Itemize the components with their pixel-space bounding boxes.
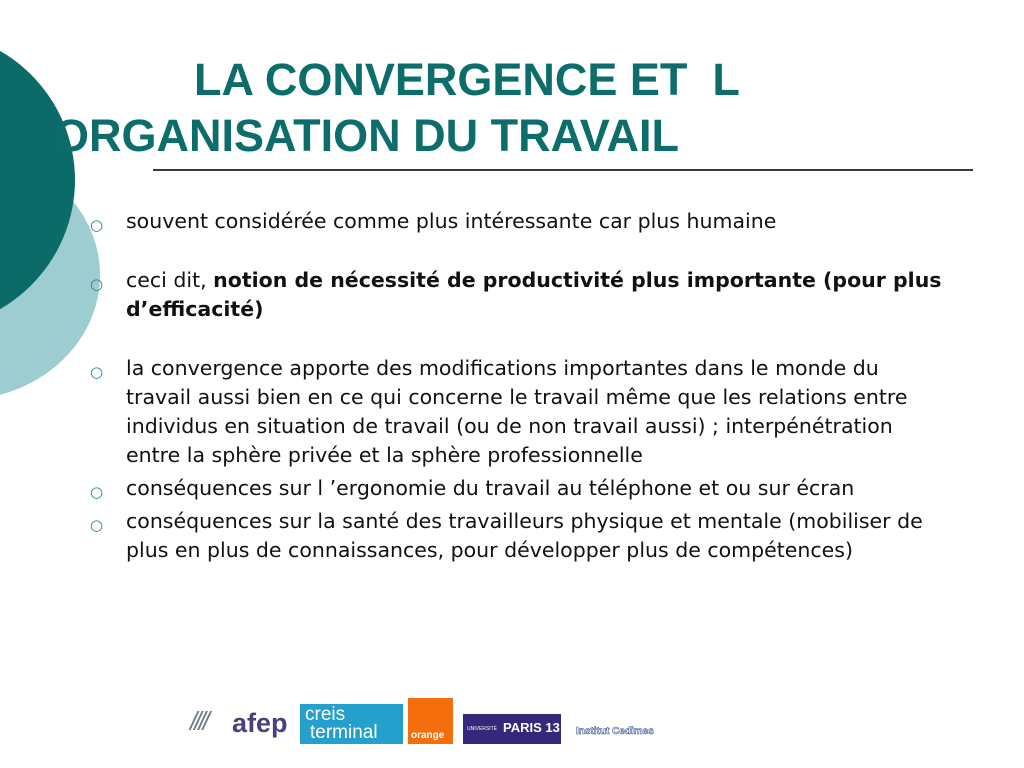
bullet-item-2 bbox=[90, 266, 950, 324]
bullet-item-1 bbox=[90, 207, 950, 236]
title-underline bbox=[153, 169, 973, 171]
title-line-1: LA CONVERGENCE ET L bbox=[194, 54, 740, 105]
universite-logo-text: UNIVERSITÉ bbox=[467, 726, 498, 732]
bullet-text: conséquences sur l ’ergonomie du travail au téléphone et ou sur écran bbox=[126, 476, 855, 500]
title-line-2: ORGANISATION DU TRAVAIL bbox=[54, 110, 679, 161]
paris13-logo bbox=[463, 714, 561, 744]
orange-logo bbox=[408, 698, 453, 744]
afep-logo-text: afep bbox=[232, 708, 288, 738]
bullet-circle-icon: ○ bbox=[90, 275, 104, 293]
bullet-text: la convergence apporte des modifications importantes dans le monde du travail aussi bien en ce qui concerne le travail même que les relations entre individus en situation de travail (ou de non travail aussi) ; interpénétration entre la sphère privée et la sphère professionnelle bbox=[126, 356, 908, 467]
bullet-text: souvent considérée comme plus intéressante car plus humaine bbox=[126, 209, 777, 233]
bullet-text-bold: notion de nécessité de productivité plus importante (pour plus d’efficacité) bbox=[126, 268, 942, 321]
terminal-logo-text: terminal bbox=[310, 722, 378, 743]
afep-logo bbox=[188, 700, 294, 742]
bullet-circle-icon: ○ bbox=[90, 516, 104, 534]
bullet-circle-icon: ○ bbox=[90, 363, 104, 381]
slide-title bbox=[54, 52, 960, 164]
bullet-item-3 bbox=[90, 354, 950, 470]
creis-logo-text: creis bbox=[305, 704, 346, 725]
bullet-item-4 bbox=[90, 474, 950, 503]
bullet-circle-icon: ○ bbox=[90, 483, 104, 501]
creis-terminal-logo bbox=[300, 704, 403, 744]
bullet-text: ceci dit, bbox=[126, 268, 214, 292]
paris13-logo-text: PARIS 13 bbox=[503, 720, 560, 735]
afep-bars-icon: //// bbox=[190, 706, 207, 736]
institut-cedimes-logo: Institut Cedimes bbox=[576, 726, 654, 737]
bullet-text: conséquences sur la santé des travailleurs physique et mentale (mobiliser de plus en plus de connaissances, pour développer plus de compétences) bbox=[126, 509, 923, 562]
partner-logos bbox=[188, 696, 708, 750]
orange-logo-text: orange bbox=[411, 730, 445, 741]
bullet-item-5 bbox=[90, 507, 950, 565]
bullet-circle-icon: ○ bbox=[90, 216, 104, 234]
bullet-list bbox=[90, 207, 950, 569]
